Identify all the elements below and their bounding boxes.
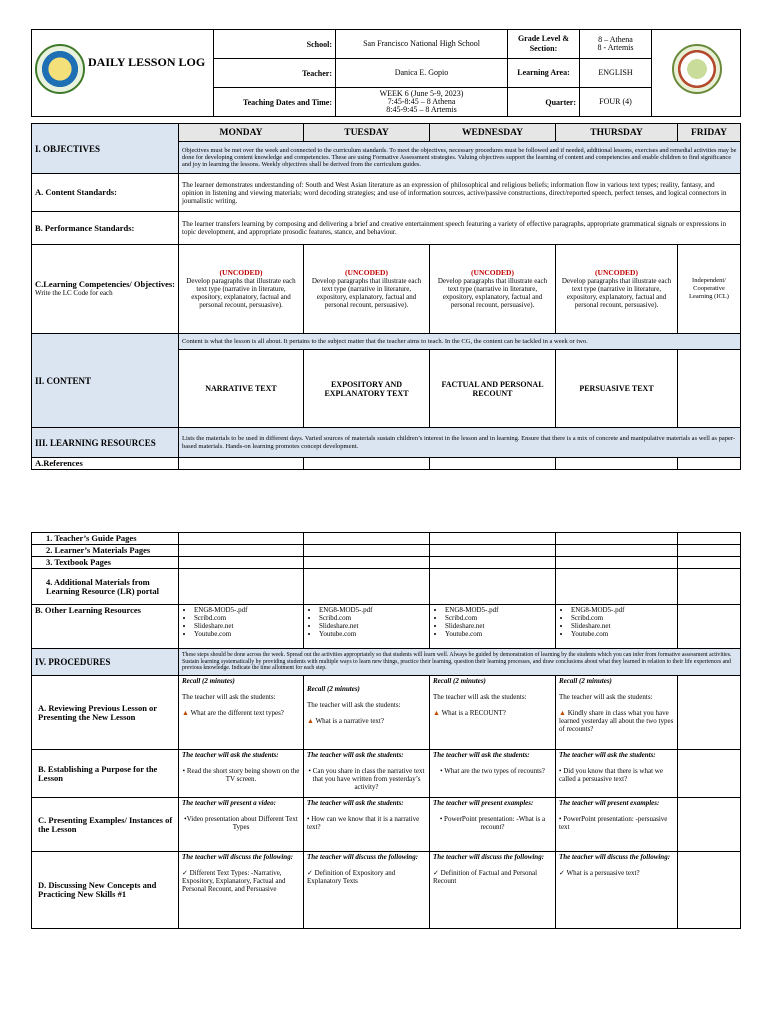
competency-monday: (UNCODED) Develop paragraphs that illustrate each text type (narrative in literature, expository, explanatory, factual and personal recount, persuasive). bbox=[179, 245, 304, 334]
competency-wednesday: (UNCODED) Develop paragraphs that illustrate each text type (narrative in literature, expository, explanatory, factual and personal recount, persuasive). bbox=[430, 245, 556, 334]
lesson-grid-bottom bbox=[31, 532, 741, 929]
discussing-monday: The teacher will discuss the following: ✓ Different Text Types: -Narrative, Expository, Explanatory, Factual and Personal Recount, and Persuasive bbox=[179, 852, 304, 929]
examples-thursday: The teacher will present examples: • PowerPoint presentation: -persuasive text bbox=[556, 798, 678, 852]
objectives-note: Objectives must be met over the week and connected to the curriculum standards. To meet the objectives, necessary procedures must be followed and if needed, additional lessons, exercises and remedial activities may be done for developing content knowledge and competencies. These are using Formative Assessment strategies. Valuing objectives support the learning of content and competencies and enable children to find significance and joy in learning the lessons. Weekly objectives shall be derived from the curriculum guides. bbox=[179, 142, 741, 174]
discussing-thursday: The teacher will discuss the following: ✓ What is a persuasive text? bbox=[556, 852, 678, 929]
day-thursday: THURSDAY bbox=[556, 124, 678, 142]
ref-learners-materials: 2. Learner’s Materials Pages bbox=[32, 545, 179, 557]
content-note: Content is what the lesson is all about. It pertains to the subject matter that the teacher aims to teach. In the CG, the content can be tackled in a week or two. bbox=[179, 334, 741, 350]
school-label: School: bbox=[214, 30, 336, 59]
school-logo-cell bbox=[652, 30, 741, 117]
performance-standards-label: B. Performance Standards: bbox=[32, 212, 179, 245]
other-resources-label: B. Other Learning Resources bbox=[32, 605, 179, 649]
review-wednesday: Recall (2 minutes) The teacher will ask the students: ▲ What is a RECOUNT? bbox=[430, 676, 556, 750]
dates-label: Teaching Dates and Time: bbox=[214, 88, 336, 117]
day-friday: FRIDAY bbox=[678, 124, 741, 142]
header-logo-cell bbox=[32, 30, 214, 117]
day-wednesday: WEDNESDAY bbox=[430, 124, 556, 142]
topic-friday bbox=[678, 350, 741, 428]
competencies-label: C.Learning Competencies/ Objectives: Write the LC Code for each bbox=[32, 245, 179, 334]
dates-value: WEEK 6 (June 5-9, 2023) 7:45-8:45 – 8 Athena 8:45-9:45 – 8 Artemis bbox=[336, 88, 508, 117]
review-monday: Recall (2 minutes) The teacher will ask the students: ▲ What are the different text types? bbox=[179, 676, 304, 750]
discussing-tuesday: The teacher will discuss the following: ✓ Definition of Expository and Explanatory Texts bbox=[304, 852, 430, 929]
grade-value: 8 – Athena 8 - Artemis bbox=[580, 30, 652, 59]
resources-tuesday: • ENG8-MOD5-.pdf • Scribd.com • Slideshare.net • Youtube.com bbox=[304, 605, 430, 649]
resources-thursday: • ENG8-MOD5-.pdf • Scribd.com • Slideshare.net • Youtube.com bbox=[556, 605, 678, 649]
header-table bbox=[31, 29, 741, 117]
procedures-label: IV. PROCEDURES bbox=[32, 649, 179, 676]
review-label: A. Reviewing Previous Lesson or Presenting the New Lesson bbox=[32, 676, 179, 750]
topic-wednesday: FACTUAL AND PERSONAL RECOUNT bbox=[430, 350, 556, 428]
competency-tuesday: (UNCODED) Develop paragraphs that illustrate each text type (narrative in literature, expository, explanatory, factual and personal recount, persuasive). bbox=[304, 245, 430, 334]
area-value: ENGLISH bbox=[580, 59, 652, 88]
discussing-wednesday: The teacher will discuss the following: ✓ Definition of Factual and Personal Recount bbox=[430, 852, 556, 929]
ref-teachers-guide: 1. Teacher’s Guide Pages bbox=[32, 533, 179, 545]
ref-additional-materials: 4. Additional Materials from Learning Resource (LR) portal bbox=[32, 569, 179, 605]
purpose-tuesday: The teacher will ask the students: • Can you share in class the narrative text that you have written from yesterday’s activity? bbox=[304, 750, 430, 798]
performance-standards-text: The learner transfers learning by composing and delivering a brief and creative entertainment speech featuring a variety of effective paragraphs, appropriate grammatical signals or expressions in topic development, and appropriate prosodic features, stance, and behaviour. bbox=[179, 212, 741, 245]
document-title: DAILY LESSON LOG bbox=[88, 55, 206, 69]
school-value: San Francisco National High School bbox=[336, 30, 508, 59]
examples-label: C. Presenting Examples/ Instances of the Lesson bbox=[32, 798, 179, 852]
day-tuesday: TUESDAY bbox=[304, 124, 430, 142]
lesson-grid-top bbox=[31, 123, 741, 470]
examples-wednesday: The teacher will present examples: • PowerPoint presentation: -What is a recount? bbox=[430, 798, 556, 852]
quarter-label: Quarter: bbox=[508, 88, 580, 117]
deped-seal-icon bbox=[35, 44, 85, 94]
day-monday: MONDAY bbox=[179, 124, 304, 142]
competency-friday: Independent/ Cooperative Learning (ICL) bbox=[678, 245, 741, 334]
discussing-label: D. Discussing New Concepts and Practicing New Skills #1 bbox=[32, 852, 179, 929]
school-seal-icon bbox=[672, 44, 722, 94]
objectives-label: I. OBJECTIVES bbox=[32, 124, 179, 174]
content-standards-text: The learner demonstrates understanding of: South and West Asian literature as an expression of philosophical and religious beliefs; information flow in various text types; reality, fantasy, and opinion in listening and viewing materials; word decoding strategies; and use of information sources, active/passive constructions, direct/reported speech, perfect tenses, and logical connectors in journalistic writing. bbox=[179, 174, 741, 212]
teacher-label: Teacher: bbox=[214, 59, 336, 88]
purpose-label: B. Establishing a Purpose for the Lesson bbox=[32, 750, 179, 798]
procedures-note: These steps should be done across the week. Spread out the activities appropriately so that students will learn well. Always be guided by demonstration of learning by the students which you can infer from formative assessment activities. Sustain learning systematically by providing students with multiple ways to learn new things, practice their learning, question their learning processes, and draw conclusions about what they learned in relation to their life experiences and previous knowledge. Indicate the time allotment for each step. bbox=[179, 649, 741, 676]
content-standards-label: A. Content Standards: bbox=[32, 174, 179, 212]
resources-monday: • ENG8-MOD5-.pdf • Scribd.com • Slideshare.net • Youtube.com bbox=[179, 605, 304, 649]
competency-thursday: (UNCODED) Develop paragraphs that illustrate each text type (narrative in literature, expository, explanatory, factual and personal recount, persuasive). bbox=[556, 245, 678, 334]
resources-label: III. LEARNING RESOURCES bbox=[32, 428, 179, 458]
resources-note: Lists the materials to be used in different days. Varied sources of materials sustain children’s interest in the lesson and in learning. Ensure that there is a mix of concrete and manipulative materials as well as paper-based materials. Hands-on learning promotes concept development. bbox=[179, 428, 741, 458]
review-thursday: Recall (2 minutes) The teacher will ask the students: ▲ Kindly share in class what you have learned yesterday all about the two types of recounts? bbox=[556, 676, 678, 750]
quarter-value: FOUR (4) bbox=[580, 88, 652, 117]
resources-wednesday: • ENG8-MOD5-.pdf • Scribd.com • Slideshare.net • Youtube.com bbox=[430, 605, 556, 649]
grade-label: Grade Level & Section: bbox=[508, 30, 580, 59]
ref-textbook: 3. Textbook Pages bbox=[32, 557, 179, 569]
examples-monday: The teacher will present a video: •Video presentation about Different Text Types bbox=[179, 798, 304, 852]
purpose-monday: The teacher will ask the students: • Read the short story being shown on the TV screen. bbox=[179, 750, 304, 798]
purpose-thursday: The teacher will ask the students: • Did you know that there is what we called a persuasive text? bbox=[556, 750, 678, 798]
examples-tuesday: The teacher will ask the students: • How can we know that it is a narrative text? bbox=[304, 798, 430, 852]
topic-monday: NARRATIVE TEXT bbox=[179, 350, 304, 428]
purpose-wednesday: The teacher will ask the students: • What are the two types of recounts? bbox=[430, 750, 556, 798]
topic-thursday: PERSUASIVE TEXT bbox=[556, 350, 678, 428]
references-label: A.References bbox=[32, 458, 179, 470]
teacher-value: Danica E. Gopio bbox=[336, 59, 508, 88]
review-tuesday: Recall (2 minutes) The teacher will ask the students: ▲ What is a narrative text? bbox=[304, 676, 430, 750]
area-label: Learning Area: bbox=[508, 59, 580, 88]
content-label: II. CONTENT bbox=[32, 334, 179, 428]
topic-tuesday: EXPOSITORY AND EXPLANATORY TEXT bbox=[304, 350, 430, 428]
